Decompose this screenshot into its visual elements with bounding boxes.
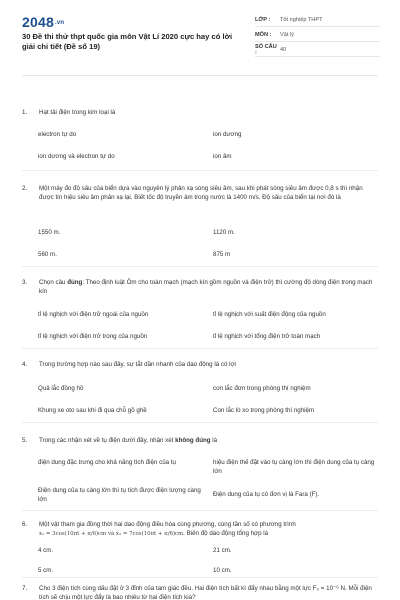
option-a[interactable]: 4 cm. <box>38 547 54 554</box>
question-text-post: là <box>210 437 218 444</box>
question-number: 3. <box>22 279 28 286</box>
meta-value: 40 <box>280 47 287 53</box>
question-number: 5. <box>22 437 28 444</box>
meta-key: LỚP : <box>255 17 271 23</box>
question-text-emphasis: đúng <box>67 279 83 286</box>
option-d[interactable]: ion âm <box>213 153 232 160</box>
question-text-post: Biên độ dao động tổng hợp là <box>184 530 269 537</box>
option-a[interactable]: điện dung đặc trưng cho khả năng tích điện của tụ <box>38 459 176 466</box>
meta-value: Tốt nghiệp THPT <box>280 17 323 23</box>
header-divider <box>22 75 378 76</box>
question-separator <box>22 422 378 423</box>
question-separator <box>22 266 378 267</box>
option-c[interactable]: 560 m. <box>38 251 57 258</box>
option-b[interactable]: 21 cm. <box>213 547 232 554</box>
meta-row-class <box>255 14 380 27</box>
question-number: 7. <box>22 585 28 592</box>
option-a[interactable]: electron tự do <box>38 131 77 138</box>
logo-suffix: .vn <box>54 20 65 27</box>
option-d[interactable]: 875 m <box>213 251 231 258</box>
question-3 <box>22 278 378 296</box>
question-separator <box>22 348 378 349</box>
option-d[interactable]: 10 cm. <box>213 567 232 574</box>
question-text: Trong trường hợp nào sau đây, sự tắt dần nhanh của dao động là có lợi <box>39 361 236 368</box>
question-text <box>39 278 378 296</box>
option-b[interactable]: con lắc đơn trong phòng thí nghiệm <box>213 385 311 392</box>
equation: x₁ = 3cos(10πt + π/6)cm và x₂ = 7cos(10πt + π/6)cm. <box>39 531 185 537</box>
meta-value: Vật lý <box>280 32 294 38</box>
option-c[interactable]: tỉ lệ nghịch với điện trở trong của nguồn <box>38 333 148 340</box>
meta-row-subject <box>255 29 380 42</box>
option-d[interactable]: tỉ lệ nghịch với tổng điện trở toàn mạch <box>213 333 321 340</box>
document-title: 30 Đề thi thử thpt quốc gia môn Vật Lí 2020 cực hay có lời giải chi tiết (Đề số 19) <box>22 32 233 51</box>
question-separator <box>22 510 378 511</box>
option-b[interactable]: 1120 m. <box>213 229 235 236</box>
question-6 <box>22 520 378 539</box>
question-number: 6. <box>22 521 28 528</box>
question-number: 4. <box>22 361 28 368</box>
question-1 <box>22 108 378 117</box>
logo-text: 2048 <box>22 14 54 30</box>
document-header <box>22 14 378 66</box>
question-text <box>39 436 378 445</box>
meta-row-count <box>255 44 380 57</box>
option-c[interactable]: Điện dung của tụ càng lớn thì tụ tích được điện lượng càng lớn <box>38 487 201 503</box>
question-text-post: : Theo định luật Ôm cho toàn mạch (mạch kín gồm nguồn và điện trở) thì cường độ dòng điện trong mạch kín <box>39 279 373 295</box>
question-text: Cho 3 điện tích cùng dấu đặt ở 3 đỉnh của tam giác đều. Hai điện tích bất kì đẩy nhau bằng một lực F₀ = 10⁻⁶ N. Mỗi điện tích sẽ chịu một lực đẩy là bao nhiêu từ hai điện tích kia? <box>39 585 372 600</box>
question-text-pre: Trong các nhận xét về tụ điện dưới đây, nhận xét <box>39 437 176 444</box>
question-7 <box>22 584 378 600</box>
question-number: 2. <box>22 185 28 192</box>
question-number: 1. <box>22 109 28 116</box>
question-text: Hạt tải điện trong kim loại là <box>39 109 116 116</box>
question-text: Một máy đo độ sâu của biển dựa vào nguyên lý phản xạ sóng siêu âm, sau khi phát sóng siêu âm được 0,8 s thì nhận được tín hiệu siêu âm phản xạ lại. Biết tốc độ truyền âm trong nước là 1400 m/s. Độ sâu của biển tại nơi đó là <box>39 185 363 201</box>
option-a[interactable]: 1550 m. <box>38 229 61 236</box>
meta-key: MÔN : <box>255 32 272 38</box>
question-text-main: Một vật tham gia đồng thời hai dao động điều hòa cùng phương, cùng tần số có phương trình <box>39 521 296 528</box>
option-d[interactable]: Con lắc lò xo trong phòng thí nghiệm <box>213 407 315 414</box>
question-text-emphasis: không đúng <box>175 437 211 444</box>
question-separator <box>22 577 378 578</box>
option-a[interactable]: tỉ lệ nghịch với điện trở ngoài của nguồn <box>38 311 149 318</box>
option-b[interactable]: ion dương <box>213 131 242 138</box>
option-d[interactable]: Điện dung của tụ có đơn vị là Fara (F). <box>213 491 320 498</box>
question-5 <box>22 436 378 445</box>
question-separator <box>22 170 378 171</box>
option-b[interactable]: tỉ lệ nghịch với suất điện động của nguồn <box>213 311 326 318</box>
site-logo[interactable] <box>22 14 64 30</box>
meta-key: SỐ CÂU : <box>255 44 277 56</box>
question-2 <box>22 184 378 202</box>
option-c[interactable]: 5 cm. <box>38 567 54 574</box>
meta-table <box>255 14 380 59</box>
option-a[interactable]: Quả lắc đồng hồ <box>38 385 84 392</box>
option-c[interactable]: Khung xe oto sau khi đi qua chỗ gồ ghề <box>38 407 147 414</box>
question-text <box>39 520 378 539</box>
question-4 <box>22 360 378 369</box>
option-c[interactable]: ion dương và electron tự do <box>38 153 115 160</box>
question-text-pre: Chọn câu <box>39 279 68 286</box>
option-b[interactable]: hiệu điện thế đặt vào tụ càng lớn thì điện dung của tụ càng lớn <box>213 459 375 475</box>
